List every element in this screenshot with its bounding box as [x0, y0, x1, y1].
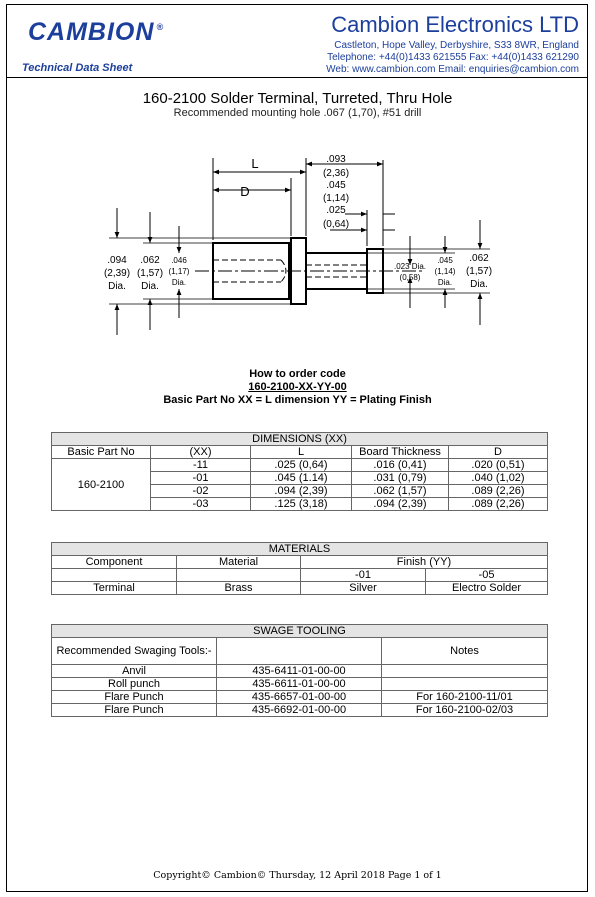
label-023-mm: (0,58): [399, 273, 421, 282]
label-025-mm: (0,64): [322, 219, 350, 230]
col-l: L: [251, 446, 352, 459]
cell: .031 (0,79): [352, 472, 449, 485]
company-phone: Telephone: +44(0)1433 621555 Fax: +44(0)1433 621290: [327, 52, 579, 63]
order-code: 160-2100-XX-YY-00: [248, 381, 347, 393]
table-row: [52, 582, 548, 595]
dimension-arrows: [109, 164, 493, 335]
cell: Silver: [301, 582, 426, 595]
col-component: Component: [52, 556, 177, 569]
col-basic-part: Basic Part No: [52, 446, 151, 459]
cell: .040 (1,02): [449, 472, 548, 485]
label-045: .045: [326, 180, 346, 191]
finish-code-cell: -05: [426, 569, 548, 582]
cell: Electro Solder: [426, 582, 548, 595]
materials-caption: MATERIALS: [52, 543, 548, 556]
label-062-mm: (1,57): [136, 268, 164, 279]
order-note: Basic Part No XX = L dimension YY = Plating Finish: [163, 394, 432, 406]
cell: .089 (2,26): [449, 498, 548, 511]
dimensions-table: [51, 432, 548, 511]
table-row: [52, 459, 548, 472]
label-062: .062: [140, 255, 160, 266]
label-094-dia: Dia.: [108, 281, 126, 292]
label-023: .023 Dia.: [393, 262, 427, 271]
cell: Flare Punch: [52, 704, 217, 717]
col-finish: Finish (YY): [301, 556, 548, 569]
cell: .125 (3,18): [251, 498, 352, 511]
company-address: Castleton, Hope Valley, Derbyshire, S33 8WR, England: [334, 40, 579, 51]
cell: 435-6657-01-00-00: [217, 691, 382, 704]
cell: -01: [151, 472, 251, 485]
cell: -03: [151, 498, 251, 511]
col-material: Material: [177, 556, 301, 569]
company-name: Cambion Electronics LTD: [331, 12, 579, 37]
cell: .025 (0,64): [251, 459, 352, 472]
cell: -02: [151, 485, 251, 498]
cell: Brass: [177, 582, 301, 595]
terminal-drawing: [95, 150, 505, 350]
label-094: .094: [107, 255, 127, 266]
label-062r-dia: Dia.: [470, 279, 488, 290]
table-row: [52, 678, 548, 691]
cell: .045 (1.14): [251, 472, 352, 485]
cell: [382, 665, 548, 678]
label-045r-dia: Dia.: [437, 278, 453, 287]
label-094-mm: (2,39): [103, 268, 131, 279]
materials-table: [51, 542, 548, 595]
cell: 435-6611-01-00-00: [217, 678, 382, 691]
cell: [382, 678, 548, 691]
page-footer: Copyright© Cambion© Thursday, 12 April 2018 Page 1 of 1: [153, 870, 442, 881]
label-062r-mm: (1,57): [465, 266, 493, 277]
tooling-caption: SWAGE TOOLING: [52, 625, 548, 638]
doc-type-label: Technical Data Sheet: [22, 62, 133, 74]
header-rule: [6, 77, 588, 78]
label-045r-mm: (1,14): [434, 267, 456, 276]
extension-lines: [213, 158, 383, 246]
label-D: D: [240, 184, 250, 199]
cell: Flare Punch: [52, 691, 217, 704]
cell: [52, 569, 177, 582]
finish-code-cell: -01: [301, 569, 426, 582]
cell: [177, 569, 301, 582]
col-xx: (XX): [151, 446, 251, 459]
cell: .016 (0,41): [352, 459, 449, 472]
label-045r: .045: [437, 256, 453, 265]
cell: For 160-2100-11/01: [382, 691, 548, 704]
hidden-lines: [195, 260, 425, 282]
order-heading: How to order code: [249, 368, 346, 380]
cell: 435-6411-01-00-00: [217, 665, 382, 678]
table-row: [52, 704, 548, 717]
label-046: .046: [171, 256, 187, 265]
table-row: [52, 665, 548, 678]
cell: .094 (2,39): [352, 498, 449, 511]
col-notes: Notes: [382, 638, 548, 665]
cell: .089 (2,26): [449, 485, 548, 498]
dimensions-caption: DIMENSIONS (XX): [52, 433, 548, 446]
label-062-dia: Dia.: [141, 281, 159, 292]
table-row: [52, 569, 548, 582]
tooling-table: [51, 624, 548, 717]
page-subtitle: Recommended mounting hole .067 (1,70), #51 drill: [173, 107, 422, 119]
cell: .094 (2,39): [251, 485, 352, 498]
cell: For 160-2100-02/03: [382, 704, 548, 717]
label-062r: .062: [469, 253, 489, 264]
cell: .020 (0,51): [449, 459, 548, 472]
col-d: D: [449, 446, 548, 459]
cell: 435-6692-01-00-00: [217, 704, 382, 717]
label-045-mm: (1,14): [322, 193, 350, 204]
cell: -11: [151, 459, 251, 472]
cell: Roll punch: [52, 678, 217, 691]
table-row: [52, 691, 548, 704]
cell: Anvil: [52, 665, 217, 678]
cell: Terminal: [52, 582, 177, 595]
col-board-thickness: Board Thickness: [352, 446, 449, 459]
cambion-logo: CAMBION ®: [28, 18, 165, 46]
col-part-number: [217, 638, 382, 665]
label-L: L: [251, 156, 259, 171]
part-number-cell: 160-2100: [52, 459, 151, 511]
label-025: .025: [326, 205, 346, 216]
label-046-dia: Dia.: [171, 278, 187, 287]
label-046-mm: (1,17): [168, 267, 190, 276]
label-093: .093: [326, 154, 346, 165]
col-tools: Recommended Swaging Tools:-: [52, 638, 217, 665]
company-web: Web: www.cambion.com Email: enquiries@cambion.com: [326, 64, 579, 75]
page-title: 160-2100 Solder Terminal, Turreted, Thru Hole: [142, 90, 453, 107]
label-093-mm: (2,36): [322, 168, 350, 179]
cell: .062 (1,57): [352, 485, 449, 498]
